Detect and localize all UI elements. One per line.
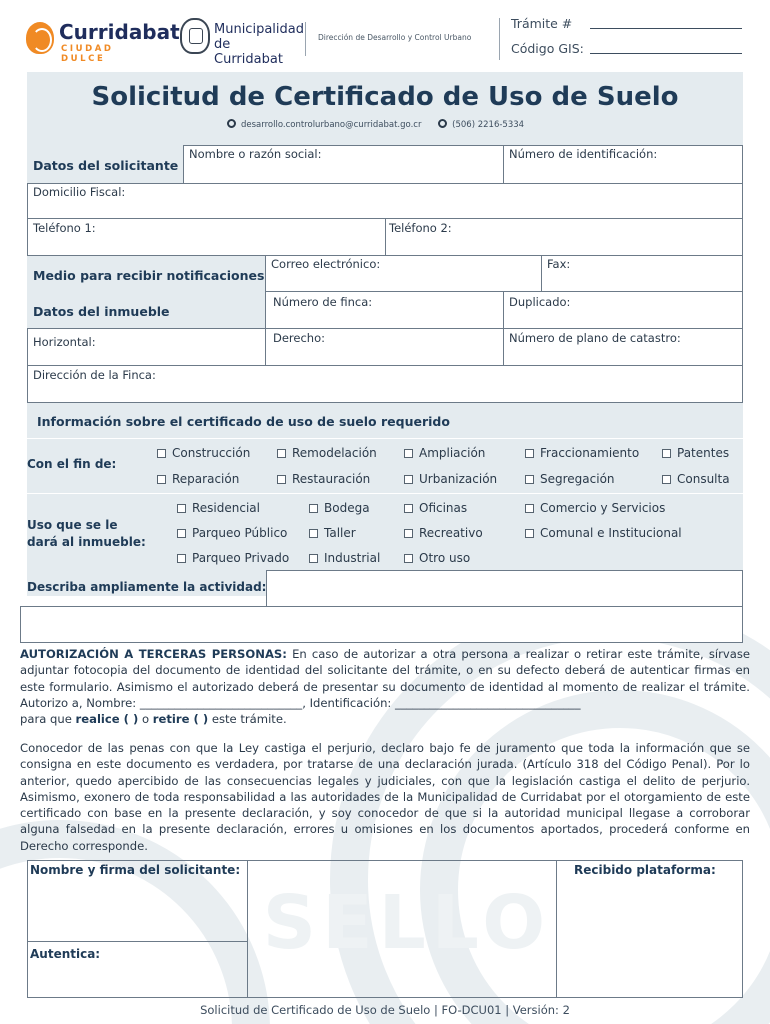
checkbox-residencial[interactable]: Residencial — [177, 501, 260, 515]
municipality-logo — [180, 18, 304, 67]
email-icon — [227, 119, 236, 128]
finca-label: Número de finca: — [273, 295, 373, 309]
uso-label-line2: dará al inmueble: — [27, 535, 146, 549]
footer: Solicitud de Certificado de Uso de Suelo | FO-DCU01 | Versión: 2 — [200, 1003, 570, 1017]
fin-label: Con el fin de: — [27, 457, 117, 471]
sello-watermark: SELLO — [262, 880, 552, 966]
horizontal-label: Horizontal: — [33, 335, 96, 349]
checkbox-segregacion[interactable]: Segregación — [525, 472, 615, 486]
section-inmueble: Datos del inmueble — [33, 304, 170, 319]
info-separator — [27, 438, 743, 439]
domicilio-field[interactable] — [27, 183, 743, 219]
department-name: Dirección de Desarrollo y Control Urbano — [318, 33, 472, 42]
checkbox-patentes[interactable]: Patentes — [662, 446, 729, 460]
checkbox-comercio[interactable]: Comercio y Servicios — [525, 501, 665, 515]
checkbox-restauracion[interactable]: Restauración — [277, 472, 370, 486]
authorization-text: En caso de autorizar a otra persona a realizar o retirar este trámite, sírvase adjuntar fotocopia del documento de identidad del solicitante del trámite, o en su defecto deberá de autenticar firmas en este formulario. Asimismo el autorizado deberá de presentar su documento de identidad al momento de realizar el trámite. Autorizo a, Nombre: ____________________________, Identificación: ________________________________ — [20, 647, 750, 710]
correo-label: Correo electrónico: — [271, 257, 381, 271]
checkbox-parqueo-privado[interactable]: Parqueo Privado — [177, 551, 289, 565]
tramite-field[interactable] — [590, 28, 742, 29]
municipality-line1: Municipalidad — [214, 22, 304, 37]
identificacion-label: Número de identificación: — [509, 147, 658, 161]
checkbox-parqueo-publico[interactable]: Parqueo Público — [177, 526, 287, 540]
checkbox-reparacion[interactable]: Reparación — [157, 472, 239, 486]
actividad-field-top[interactable] — [266, 570, 743, 607]
checkbox-remodelacion[interactable]: Remodelación — [277, 446, 377, 460]
checkbox-consulta[interactable]: Consulta — [662, 472, 730, 486]
checkbox-bodega[interactable]: Bodega — [309, 501, 370, 515]
authorization-paragraph — [20, 646, 750, 727]
checkbox-fraccionamiento[interactable]: Fraccionamiento — [525, 446, 639, 460]
authorization-suffix: este trámite. — [208, 712, 287, 727]
checkbox-comunal[interactable]: Comunal e Institucional — [525, 526, 682, 540]
header-divider — [305, 22, 306, 56]
telefono1-label: Teléfono 1: — [33, 221, 96, 235]
section-notificaciones: Medio para recibir notificaciones — [33, 268, 265, 283]
fax-field[interactable] — [541, 255, 743, 292]
nombre-firma-label: Nombre y firma del solicitante: — [30, 863, 241, 877]
section-solicitante: Datos del solicitante — [33, 158, 179, 173]
section-info-certificado: Información sobre el certificado de uso de suelo requerido — [37, 414, 450, 429]
retire-option[interactable]: retire ( ) — [152, 712, 209, 727]
authorization-heading: AUTORIZACIÓN A TERCERAS PERSONAS: — [20, 647, 287, 661]
checkbox-urbanizacion[interactable]: Urbanización — [404, 472, 497, 486]
authorization-prefix: para que — [20, 712, 76, 727]
fax-label: Fax: — [547, 257, 571, 271]
domicilio-label: Domicilio Fiscal: — [33, 185, 126, 199]
plano-label: Número de plano de catastro: — [509, 331, 681, 345]
fin-separator — [27, 493, 743, 494]
phone-icon — [438, 119, 447, 128]
header-divider-2 — [499, 18, 500, 60]
curridabat-logo — [26, 20, 180, 64]
curridabat-logo-icon — [26, 22, 54, 54]
logo-tagline: CIUDAD DULCE — [61, 44, 114, 64]
gis-label: Código GIS: — [511, 41, 584, 56]
sello-box — [247, 860, 557, 998]
municipal-seal-icon — [180, 18, 210, 54]
declaration-paragraph: Conocedor de las penas con que la Ley castiga el perjurio, declaro bajo fe de juramento que toda la información que se consigna en este documento es verdadera, por tratarse de una declaración jurada. (Artículo 318 del Código Penal). Por lo anterior, quedo apercibido de las consecuencias legales y judiciales, con que la legislación castiga el delito de perjurio. Asimismo, exonero de toda responsabilidad a las autoridades de la Municipalidad de Curridabat por el otorgamiento de este certificado con base en la presente declaración, y soy conocedor de que si la autoridad municipal llegase a corroborar alguna falsedad en la presente declaración, errores u omisiones en los documentos aportados, procederá conforme en Derecho corresponde. — [20, 741, 750, 853]
recibido-label: Recibido plataforma: — [574, 863, 716, 877]
telefono2-label: Teléfono 2: — [389, 221, 452, 235]
nombre-label: Nombre o razón social: — [189, 147, 322, 161]
form-title: Solicitud de Certificado de Uso de Suelo — [91, 82, 679, 112]
logo-name: Curridabat — [59, 20, 180, 44]
contact-email: desarrollo.controlurbano@curridabat.go.cr — [241, 120, 422, 130]
checkbox-industrial[interactable]: Industrial — [309, 551, 380, 565]
direccion-label: Dirección de la Finca: — [33, 368, 156, 382]
municipality-line2: de Curridabat — [214, 37, 283, 67]
checkbox-construccion[interactable]: Construcción — [157, 446, 250, 460]
contact-phone: (506) 2216-5334 — [452, 120, 525, 130]
duplicado-label: Duplicado: — [509, 295, 571, 309]
authorization-connector: o — [138, 712, 153, 727]
checkbox-taller[interactable]: Taller — [309, 526, 356, 540]
checkbox-otro-uso[interactable]: Otro uso — [404, 551, 470, 565]
contact-line — [227, 119, 524, 130]
checkbox-oficinas[interactable]: Oficinas — [404, 501, 467, 515]
autentica-label: Autentica: — [30, 947, 101, 961]
realice-option[interactable]: realice ( ) — [75, 712, 139, 727]
gis-field[interactable] — [590, 53, 742, 54]
checkbox-ampliacion[interactable]: Ampliación — [404, 446, 485, 460]
checkbox-recreativo[interactable]: Recreativo — [404, 526, 483, 540]
actividad-label: Describa ampliamente la actividad: — [27, 580, 267, 594]
derecho-label: Derecho: — [273, 331, 326, 345]
actividad-field-bottom[interactable] — [20, 606, 743, 643]
tramite-label: Trámite # — [511, 16, 573, 31]
recibido-box[interactable] — [556, 860, 743, 998]
uso-label-line1: Uso que se le — [27, 518, 118, 532]
